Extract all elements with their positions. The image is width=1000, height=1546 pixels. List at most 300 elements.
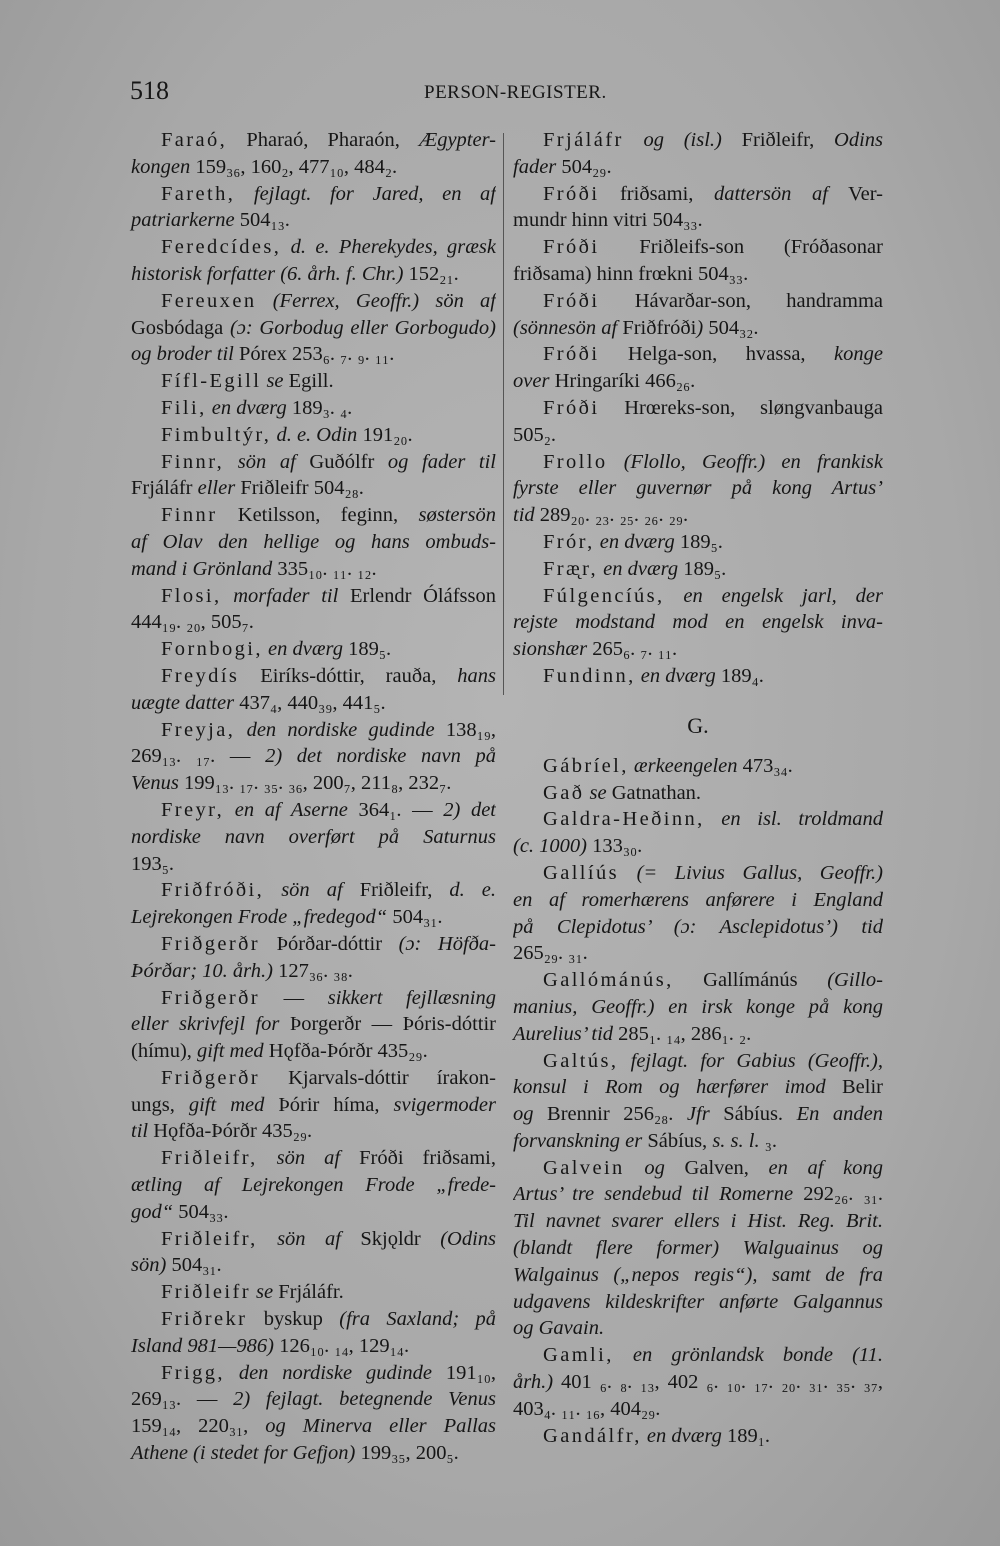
italic-text: Þórðar; 10. årh.) (131, 959, 273, 982)
italic-text: sön af (276, 1147, 341, 1170)
text-run (235, 183, 254, 205)
entry-line (513, 806, 883, 833)
italic-text: kongen (131, 155, 191, 178)
headword: Fareth, (161, 182, 236, 205)
italic-text: historisk forfatter (6. årh. f. Chr.) (131, 262, 404, 285)
left-column (131, 127, 496, 1467)
entry-line (513, 1369, 883, 1396)
text-run: 504₃₂. (703, 316, 759, 339)
italic-text: fyrste eller guvernør på kong Artus’ (513, 477, 883, 500)
register-entry (513, 860, 883, 967)
text-run: Erlendr Óláfsson (338, 584, 496, 607)
entry-line (131, 207, 496, 234)
entry-line (513, 1074, 883, 1101)
text-run: Egill. (283, 370, 334, 393)
italic-text: årh.) (513, 1371, 554, 1394)
italic-text: (blandt flere former) Walguainus og (513, 1237, 883, 1260)
entry-line (513, 1235, 883, 1262)
italic-text: 2) det (443, 798, 496, 821)
italic-text: mand i Grönland (131, 557, 273, 580)
text-run: Frjáláfr. (273, 1281, 344, 1304)
italic-text: og Minerva eller Pallas (265, 1415, 496, 1438)
text-run: 269₁₃. — (131, 1388, 234, 1411)
italic-text: sön af (237, 450, 296, 473)
text-run: Brennir 256₂₈. (533, 1103, 687, 1126)
italic-text: (c. 1000) (513, 835, 588, 858)
entry-line (131, 502, 496, 529)
entry-line (513, 1208, 883, 1235)
text-run: 364₁. — (347, 798, 444, 821)
entry-line (131, 1172, 496, 1199)
entry-line (513, 1128, 883, 1155)
italic-text: fejlagt. for Jared, en af (253, 182, 496, 205)
headword: Faraó, (161, 129, 228, 151)
italic-text: (ɔ: Höfða- (398, 932, 496, 955)
text-run: 504₁₃. (234, 209, 290, 232)
italic-text: uægte datter (131, 691, 235, 714)
register-entry (513, 1423, 883, 1450)
entry-line (131, 1199, 496, 1226)
entry-line (513, 940, 883, 967)
entry-line (513, 422, 883, 449)
headword: Friðfróði, (161, 879, 265, 902)
italic-text: nordiske navn overført på Saturnus (131, 825, 496, 848)
entry-line (513, 556, 883, 583)
entry-line (131, 985, 496, 1012)
headword: Freyr, (161, 798, 225, 821)
italic-text: (Flollo, Geoffr.) en frankisk (623, 450, 883, 473)
text-run: 403₄. ₁₁. ₁₆, 404₂₉. (513, 1397, 661, 1420)
entry-line (131, 288, 496, 315)
register-entry (513, 780, 883, 807)
text-run: Sábíus, (642, 1129, 713, 1152)
register-entry (513, 967, 883, 1047)
entry-line (131, 824, 496, 851)
register-entry (131, 234, 496, 288)
entry-line (513, 914, 883, 941)
italic-text: en dværg (603, 557, 679, 580)
register-entry (131, 1145, 496, 1225)
text-run: 505₂. (513, 423, 557, 446)
entry-line (131, 556, 496, 583)
text-run: 504₂₉. (556, 155, 612, 178)
text-run: Friðleifr 504₂₈. (235, 477, 364, 500)
headword: Gallómánús, (543, 969, 674, 992)
headword: Friðgerðr (161, 1066, 261, 1089)
register-entry (131, 663, 496, 717)
headword: Fróði (543, 182, 600, 205)
entry-line (131, 690, 496, 717)
entry-line (131, 1065, 496, 1092)
text-run (222, 585, 234, 607)
text-run: 285₁. ₁₄, 286₁. ₂. (613, 1022, 752, 1045)
text-run: 138₁₉, (434, 718, 496, 741)
text-run (665, 585, 684, 607)
italic-text: ærkeengelen (633, 754, 738, 777)
text-run: 133₃₀. (587, 835, 643, 858)
entry-line (131, 1011, 496, 1038)
text-run: 191₁₀, (432, 1361, 496, 1384)
text-run: 189₄. (715, 664, 764, 687)
text-run: Hávarðar-son, handramma (599, 289, 883, 312)
italic-text: og broder til (131, 343, 234, 366)
headword: Finnr, (161, 450, 225, 473)
entry-line (131, 395, 496, 422)
headword: Fundinn, (543, 664, 636, 687)
italic-text: patriarkerne (131, 209, 235, 232)
text-run: 189₅. (678, 557, 727, 580)
register-entry (131, 636, 496, 663)
italic-text: udgavens kildeskrifter anførte Galgannus (513, 1290, 883, 1313)
entry-line (513, 234, 883, 261)
register-entry (131, 368, 496, 395)
headword: Flosi, (161, 584, 222, 607)
text-run: Þórir híma, (264, 1093, 394, 1116)
italic-text: Lejrekongen Frode „fredegod“ (131, 906, 388, 929)
text-run: 189₃. ₄. (286, 396, 353, 419)
italic-text: en engelsk jarl, der (683, 584, 883, 607)
italic-text: en isl. troldmand (721, 808, 883, 831)
text-run (624, 129, 644, 151)
italic-text: på Clepidotus’ (ɔ: Asclepidotus’) tid (513, 915, 883, 938)
entry-line (513, 753, 883, 780)
headword: Gábríel, (543, 754, 629, 777)
register-entry (513, 234, 883, 288)
entry-line (131, 931, 496, 958)
register-entry (131, 1279, 496, 1306)
text-run: 189₅. (343, 638, 392, 661)
text-run: 193₅. (131, 852, 175, 875)
text-run (258, 1228, 277, 1250)
text-run: friðsami, (599, 182, 714, 205)
italic-text: morfader til (233, 584, 339, 607)
text-run: Hringaríki 466₂₆. (549, 370, 696, 393)
italic-text: fader (513, 155, 557, 178)
text-run (614, 1344, 633, 1366)
text-run: byskup (247, 1308, 340, 1331)
register-entry (131, 181, 496, 235)
register-entry (513, 181, 883, 235)
register-entry (513, 1048, 883, 1155)
italic-text: Odins (834, 129, 883, 151)
italic-text: dattersön af (713, 182, 828, 205)
italic-text: sön af (281, 879, 343, 902)
headword: Friðrekr (161, 1308, 248, 1331)
text-run: 292₂₆. ₃₁. (793, 1183, 883, 1206)
text-run: Skjǫldr (340, 1227, 441, 1250)
text-run: Gatnathan. (606, 781, 702, 804)
italic-text: Island 981—986) (131, 1334, 274, 1357)
italic-text: (Gillo- (827, 969, 883, 992)
italic-text: konge (834, 343, 883, 366)
italic-text: sön af (277, 1227, 341, 1250)
italic-text: se (589, 781, 607, 804)
italic-text: sionshær (513, 638, 588, 661)
headword: Freydís (161, 664, 240, 687)
text-run (224, 799, 235, 821)
text-run: Friðleifr, (342, 879, 450, 902)
text-run: Sábíus. (709, 1103, 797, 1126)
italic-text: og (isl.) (643, 129, 722, 151)
entry-line (131, 1092, 496, 1119)
text-run: 335₁₀. ₁₁. ₁₂. (272, 557, 377, 580)
text-run (264, 879, 281, 901)
entry-line (513, 860, 883, 887)
entry-line (513, 1289, 883, 1316)
italic-text: ) (696, 316, 704, 339)
italic-text: (sönnesön af (513, 316, 618, 339)
entry-line (513, 636, 883, 663)
text-run: (hímu), (131, 1040, 198, 1063)
italic-text: En anden (796, 1103, 883, 1126)
text-run (618, 1050, 630, 1072)
text-run: Belir (825, 1076, 883, 1099)
text-run: Friðleifs-son (Fróðasonar (599, 236, 883, 259)
entry-line (513, 315, 883, 342)
headword: Fornbogi, (161, 638, 263, 661)
headword: Friðleifr (161, 1281, 251, 1304)
headword: Gað (543, 781, 585, 804)
headword: Fræ̨r, (543, 557, 599, 580)
italic-text: d. e. (449, 879, 496, 902)
headword: Fereuxen (161, 289, 257, 312)
text-run (625, 1157, 645, 1179)
italic-text: en dværg (599, 530, 675, 553)
italic-text: eller (197, 477, 236, 500)
headword: Fróði (543, 236, 600, 259)
text-run: 473₃₄. (737, 754, 793, 777)
entry-line (131, 904, 496, 931)
text-run: Pharaó, Pharaón, (227, 129, 419, 151)
text-run: Galven, (664, 1156, 769, 1179)
register-entry (513, 449, 883, 529)
italic-text: den nordiske gudinde (238, 1361, 432, 1384)
text-run: Kjarvals-dóttir írakon- (260, 1066, 496, 1089)
italic-text: og fader til (387, 450, 496, 473)
text-run: 437₄, 440₃₉, 441₅. (234, 691, 386, 714)
italic-text: Ægypter- (418, 129, 496, 151)
entry-line (131, 770, 496, 797)
entry-line (513, 395, 883, 422)
register-entry (131, 1226, 496, 1280)
text-run: Ver- (827, 182, 883, 205)
italic-text: rejste modstand mod en engelsk inva- (513, 611, 883, 634)
headword: Frollo (543, 450, 608, 473)
italic-text: en dværg (640, 664, 716, 687)
entry-line (513, 1396, 883, 1423)
register-entry (513, 583, 883, 663)
entry-line (131, 475, 496, 502)
headword: Fróði (543, 289, 600, 312)
text-run: 504₃₃. (173, 1200, 229, 1223)
register-entry (131, 395, 496, 422)
entry-line (513, 1101, 883, 1128)
text-run: 265₂₉. ₃₁. (513, 942, 588, 965)
text-run: ₃. (759, 1129, 777, 1152)
italic-text: og Gavain. (513, 1317, 605, 1340)
register-entry (513, 288, 883, 342)
entry-line (131, 609, 496, 636)
text-run: mundr hinn vitri 504₃₃. (513, 209, 703, 232)
entry-line (131, 851, 496, 878)
entry-line (131, 1333, 496, 1360)
text-run: Gallímánús (673, 969, 828, 992)
text-run: Fróði friðsami, (340, 1147, 496, 1170)
italic-text: tid (513, 504, 535, 527)
text-run: Hǫfða-Þórðr 435₂₉. (263, 1040, 428, 1063)
page-number: 518 (130, 76, 169, 105)
entry-line (513, 1262, 883, 1289)
entry-line (131, 1306, 496, 1333)
text-run: friðsama) hinn frœkni 504₃₃. (513, 262, 749, 285)
headword: Galtús, (543, 1049, 619, 1072)
register-entry (131, 985, 496, 1065)
headword: Galvein (543, 1156, 625, 1179)
running-head: PERSON-REGISTER. (424, 82, 607, 103)
italic-text: en grönlandsk bonde (11. (632, 1344, 883, 1367)
italic-text: manius, Geoffr.) en irsk konge på kong (513, 995, 883, 1018)
italic-text: Jfr (686, 1103, 710, 1126)
italic-text: en dværg (646, 1424, 722, 1447)
italic-text: (Odins (440, 1227, 496, 1250)
headword: Friðleifr, (161, 1227, 258, 1250)
text-run: 127₃₆. ₃₈. (273, 959, 353, 982)
text-run: Helga-son, hvassa, (599, 343, 835, 366)
entry-line (513, 1021, 883, 1048)
entry-line (131, 797, 496, 824)
entry-line (513, 833, 883, 860)
entry-line (513, 154, 883, 181)
register-entry (131, 717, 496, 797)
text-run: 504₃₁. (387, 906, 443, 929)
entry-line (513, 368, 883, 395)
italic-text: d. e. Odin (276, 423, 358, 446)
register-entry (513, 341, 883, 395)
entry-line (513, 1342, 883, 1369)
entry-line (513, 261, 883, 288)
text-run: 159₁₄, 220₃₁, (131, 1415, 266, 1438)
text-run (619, 862, 637, 884)
italic-text: (fra Saxland; på (339, 1308, 496, 1331)
text-run: Eiríks-dóttir, rauða, (239, 664, 458, 687)
italic-text: søstersön (418, 504, 496, 527)
text-run (235, 719, 246, 741)
column-divider (503, 133, 504, 695)
register-entry (131, 502, 496, 582)
text-run: 189₅. (674, 530, 723, 553)
entry-line (131, 958, 496, 985)
text-run: 504₃₁. (166, 1254, 222, 1277)
entry-line (131, 1279, 496, 1306)
entry-line (131, 717, 496, 744)
headword: Fífl-Egill (161, 370, 262, 393)
entry-line (131, 663, 496, 690)
entry-line (513, 1423, 883, 1450)
register-entry (131, 931, 496, 985)
entry-line (513, 780, 883, 807)
text-run (225, 1362, 239, 1384)
entry-line (131, 341, 496, 368)
italic-text: se (266, 370, 284, 393)
register-entry (131, 1065, 496, 1145)
italic-text: 2) det nordiske navn på (265, 745, 496, 768)
italic-text: Til navnet svarer ellers i Hist. Reg. Brit. (513, 1210, 883, 1233)
italic-text: (ɔ: Gorbodug eller Gorbogudo) (229, 316, 496, 339)
italic-text: Walgainus („nepos regis“), samt de fra (513, 1263, 883, 1286)
italic-text: (= Livius Gallus, Geoffr.) (636, 861, 883, 884)
text-run: 191₂₀. (357, 423, 413, 446)
italic-text: sön) (131, 1254, 167, 1277)
headword: Friðleifr, (161, 1147, 258, 1170)
text-run: ungs, (131, 1093, 189, 1116)
register-entry (513, 1155, 883, 1343)
entry-line (131, 1252, 496, 1279)
register-entry (131, 1360, 496, 1467)
entry-line (131, 877, 496, 904)
entry-line (131, 1038, 496, 1065)
headword: Frór, (543, 530, 595, 553)
text-run: — (260, 986, 328, 1009)
italic-text: svigermoder (393, 1093, 496, 1116)
register-entry (513, 127, 883, 181)
register-entry (513, 1342, 883, 1422)
text-run (256, 290, 272, 312)
headword: Friðgerðr (161, 932, 261, 955)
italic-text: en dværg (268, 638, 343, 661)
text-run: Frjáláfr (131, 477, 198, 500)
text-run: Hrœreks-son, sløngvanbauga (599, 396, 883, 419)
italic-text: konsul i Rom og hærfører imod (513, 1076, 826, 1099)
text-run: Ketilsson, feginn, (217, 504, 419, 527)
headword: Gallíús (543, 861, 620, 884)
headword: Fróði (543, 396, 600, 419)
text-run (705, 808, 722, 830)
register-entry (513, 663, 883, 690)
entry-line (513, 475, 883, 502)
section-heading: G. (687, 712, 709, 738)
italic-text: Aurelius’ tid (513, 1022, 614, 1045)
text-run: Gosbódaga (131, 316, 230, 339)
headword: Fimbultýr, (161, 423, 272, 446)
italic-text: en af kong (768, 1156, 883, 1179)
entry-line (513, 341, 883, 368)
register-entry (513, 753, 883, 780)
headword: Feredcídes, (161, 236, 282, 259)
italic-text: og (513, 1103, 534, 1126)
entry-line (131, 154, 496, 181)
entry-line (131, 1386, 496, 1413)
register-entry (131, 127, 496, 181)
text-run: Þorgerðr — Þóris-dóttir (279, 1013, 496, 1036)
entry-line (513, 663, 883, 690)
entry-line (131, 1360, 496, 1387)
italic-text: d. e. Pherekydes, græsk (290, 236, 496, 259)
italic-text: (Ferrex, Geoffr.) sön af (272, 289, 496, 312)
italic-text: sikkert fejllæsning (327, 986, 496, 1009)
text-run: 401 ₆. ₈. ₁₃, 402 ₆. ₁₀. ₁₇. ₂₀. ₃₁. ₃₅. ₃₇, (553, 1371, 883, 1394)
headword: Finnr (161, 504, 218, 527)
headword: Frjáláfr (543, 129, 624, 151)
italic-text: se (256, 1281, 274, 1304)
entry-line (131, 529, 496, 556)
italic-text: over (513, 370, 550, 393)
entry-line (513, 288, 883, 315)
entry-line (513, 207, 883, 234)
text-run: 199₁₃. ₁₇. ₃₅. ₃₆, 200₇, 211₈, 232₇. (178, 772, 452, 795)
text-run: 152₂₁. (403, 262, 459, 285)
italic-text: god“ (131, 1200, 174, 1223)
italic-text: eller skrivfejl for (131, 1013, 280, 1036)
